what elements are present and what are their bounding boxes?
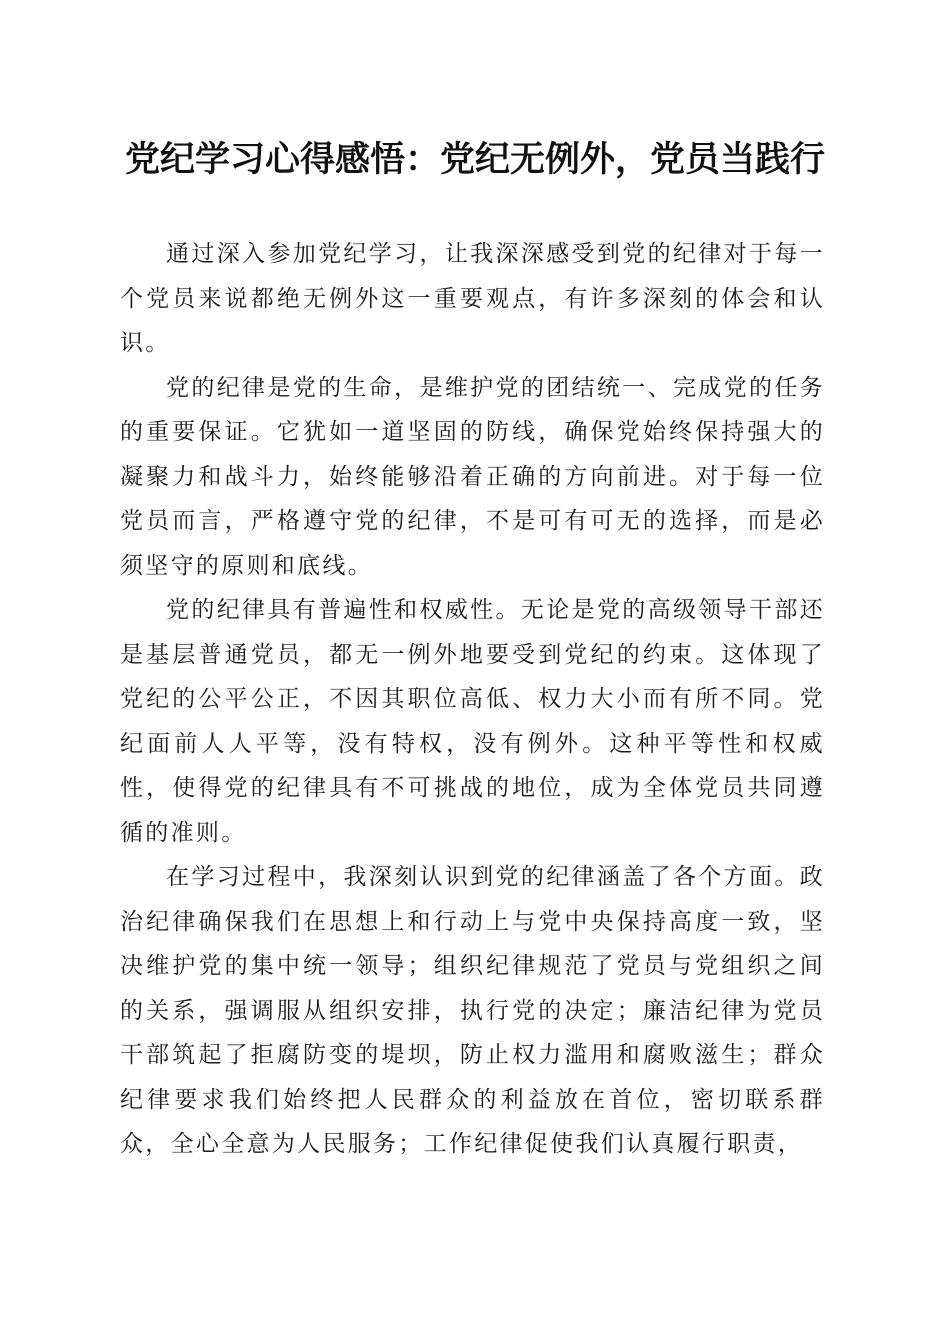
document-title: 党纪学习心得感悟：党纪无例外，党员当践行 bbox=[124, 139, 825, 180]
document-body bbox=[120, 232, 825, 1167]
paragraph-4: 在学习过程中，我深刻认识到党的纪律涵盖了各个方面。政治纪律确保我们在思想上和行动上与党中央保持高度一致，坚决维护党的集中统一领导；组织纪律规范了党员与党组织之间的关系，强调服从组织安排，执行党的决定；廉洁纪律为党员干部筑起了拒腐防变的堤坝，防止权力滥用和腐败滋生；群众纪律要求我们始终把人民群众的利益放在首位，密切联系群众，全心全意为人民服务；工作纪律促使我们认真履行职责， bbox=[120, 864, 825, 1157]
paragraph-2: 党的纪律是党的生命，是维护党的团结统一、完成党的任务的重要保证。它犹如一道坚固的防线，确保党始终保持强大的凝聚力和战斗力，始终能够沿着正确的方向前进。对于每一位党员而言，严格遵守党的纪律，不是可有可无的选择，而是必须坚守的原则和底线。 bbox=[120, 374, 825, 579]
paragraph-1: 通过深入参加党纪学习，让我深深感受到党的纪律对于每一个党员来说都绝无例外这一重要观点，有许多深刻的体会和认识。 bbox=[120, 241, 825, 356]
paragraph-3: 党的纪律具有普遍性和权威性。无论是党的高级领导干部还是基层普通党员，都无一例外地要受到党纪的约束。这体现了党纪的公平公正，不因其职位高低、权力大小而有所不同。党纪面前人人平等，没有特权，没有例外。这种平等性和权威性，使得党的纪律具有不可挑战的地位，成为全体党员共同遵循的准则。 bbox=[120, 597, 825, 846]
